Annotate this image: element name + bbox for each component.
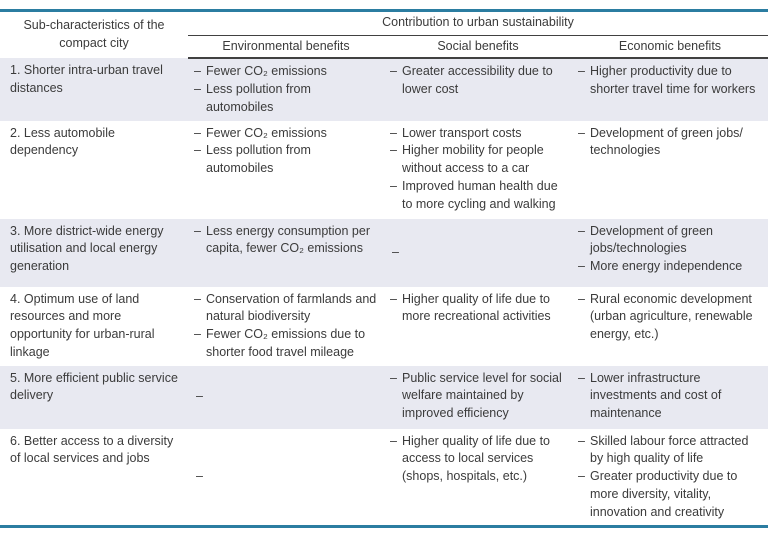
benefit-text: Public service level for social welfare maintained by improved efficiency xyxy=(402,370,562,420)
benefit-text: Higher productivity due to shorter travel time for workers xyxy=(590,64,756,96)
social-benefits-cell xyxy=(384,58,572,120)
benefit-text: Higher mobility for people without access to a car xyxy=(402,143,544,175)
bullet-dash: – xyxy=(578,469,585,483)
economic-benefits-cell xyxy=(572,366,768,429)
benefit-item xyxy=(578,223,762,259)
benefit-text: Conservation of farmlands and natural biodiversity xyxy=(206,291,377,324)
benefit-item xyxy=(578,258,762,276)
benefit-text: Higher quality of life due to more recreational activities xyxy=(402,291,551,324)
benefit-item xyxy=(194,142,378,178)
bullet-dash: – xyxy=(194,327,201,341)
bullet-dash: – xyxy=(578,433,585,448)
bullet-dash: – xyxy=(194,223,201,238)
bullet-dash: – xyxy=(578,259,585,273)
benefit-item xyxy=(194,223,378,259)
bullet-dash: – xyxy=(194,64,201,79)
characteristic-cell: 5. More efficient public service delivery xyxy=(10,370,178,403)
characteristic-cell: 3. More district-wide energy utilisation and local energy generation xyxy=(10,223,164,273)
benefit-text: Higher quality of life due to access to local services (shops, hospitals, etc.) xyxy=(402,433,551,483)
bullet-dash: – xyxy=(390,370,397,385)
table-row xyxy=(0,287,768,366)
benefit-item xyxy=(390,142,566,178)
social-benefits-cell xyxy=(384,366,572,429)
group-header: Contribution to urban sustainability xyxy=(188,12,768,35)
benefit-text: More energy independence xyxy=(590,259,743,273)
bullet-dash: – xyxy=(390,291,397,306)
benefit-text: Skilled labour force attracted by high quality of life xyxy=(590,433,749,466)
economic-benefits-cell xyxy=(572,219,768,287)
bullet-dash: – xyxy=(390,125,397,140)
benefit-item xyxy=(390,291,566,327)
social-benefits-cell xyxy=(384,121,572,219)
table-row xyxy=(0,121,768,219)
economic-benefits-cell xyxy=(572,287,768,366)
social-benefits-cell: – xyxy=(392,244,399,259)
table-body xyxy=(0,58,768,525)
bullet-dash: – xyxy=(578,370,585,385)
benefit-text: Rural economic development (urban agriculture, renewable energy, etc.) xyxy=(590,291,753,341)
corner-header: Sub-characteristics of the compact city xyxy=(23,18,165,51)
benefit-text: Fewer CO₂ emissions xyxy=(206,125,327,140)
benefit-item xyxy=(390,125,566,143)
social-benefits-cell xyxy=(384,287,572,366)
benefit-text: Greater accessibility due to lower cost xyxy=(402,64,553,96)
table-row xyxy=(0,429,768,526)
environmental-benefits-cell: – xyxy=(196,389,203,404)
benefit-item xyxy=(578,433,762,469)
benefit-item xyxy=(578,63,762,99)
environmental-benefits-cell xyxy=(188,121,384,219)
benefits-table xyxy=(0,12,768,525)
benefit-item xyxy=(390,178,566,214)
benefit-item xyxy=(194,326,378,362)
benefit-text: Improved human health due to more cycling and walking xyxy=(402,178,558,211)
environmental-benefits-cell xyxy=(188,219,384,287)
benefit-text: Development of green jobs/ technologies xyxy=(590,125,743,158)
benefit-text: Development of green jobs/technologies xyxy=(590,223,713,256)
bullet-dash: – xyxy=(390,178,397,193)
environmental-benefits-cell: – xyxy=(196,469,203,483)
benefit-text: Less energy consumption per capita, fewer CO₂ emissions xyxy=(206,223,370,256)
benefit-item xyxy=(390,370,566,423)
benefit-item xyxy=(578,125,762,161)
characteristic-cell: 2. Less automobile dependency xyxy=(10,125,115,158)
bullet-dash: – xyxy=(194,125,201,140)
bullet-dash: – xyxy=(578,125,585,140)
benefit-item xyxy=(194,63,378,81)
column-header-economic: Economic benefits xyxy=(572,35,768,58)
bullet-dash: – xyxy=(390,433,397,448)
table-row xyxy=(0,219,768,287)
characteristic-cell: 1. Shorter intra-urban travel distances xyxy=(10,63,163,95)
benefit-item xyxy=(390,63,566,99)
benefit-item xyxy=(194,291,378,327)
social-benefits-cell xyxy=(384,429,572,526)
bullet-dash: – xyxy=(194,143,201,158)
table-row xyxy=(0,366,768,429)
benefit-text: Less pollution from automobiles xyxy=(206,82,311,114)
bullet-dash: – xyxy=(578,291,585,306)
column-header-social: Social benefits xyxy=(384,35,572,58)
bullet-dash: – xyxy=(194,82,201,96)
benefit-text: Less pollution from automobiles xyxy=(206,143,311,175)
benefit-item xyxy=(194,125,378,143)
benefit-item xyxy=(578,291,762,344)
table-row xyxy=(0,58,768,120)
benefits-table-wrap xyxy=(0,9,768,528)
benefit-item xyxy=(578,370,762,423)
characteristic-cell: 4. Optimum use of land resources and more opportunity for urban-rural linkage xyxy=(10,291,155,359)
characteristic-cell: 6. Better access to a diversity of local services and jobs xyxy=(10,433,174,466)
benefit-text: Fewer CO₂ emissions due to shorter food travel mileage xyxy=(206,327,366,359)
economic-benefits-cell xyxy=(572,58,768,120)
benefit-item xyxy=(578,468,762,521)
bullet-dash: – xyxy=(578,64,585,79)
economic-benefits-cell xyxy=(572,429,768,526)
bullet-dash: – xyxy=(390,143,397,158)
column-header-environmental: Environmental benefits xyxy=(188,35,384,58)
benefit-text: Lower infrastructure investments and cost of maintenance xyxy=(590,370,722,420)
environmental-benefits-cell xyxy=(188,58,384,120)
benefit-text: Lower transport costs xyxy=(402,125,522,140)
benefit-item xyxy=(390,433,566,486)
bullet-dash: – xyxy=(390,64,397,79)
benefit-text: Greater productivity due to more diversity, vitality, innovation and creativity xyxy=(590,469,738,519)
bullet-dash: – xyxy=(194,291,201,306)
bullet-dash: – xyxy=(578,223,585,238)
environmental-benefits-cell xyxy=(188,287,384,366)
table-header xyxy=(0,12,768,58)
benefit-item xyxy=(194,81,378,117)
economic-benefits-cell xyxy=(572,121,768,219)
benefit-text: Fewer CO₂ emissions xyxy=(206,64,327,79)
